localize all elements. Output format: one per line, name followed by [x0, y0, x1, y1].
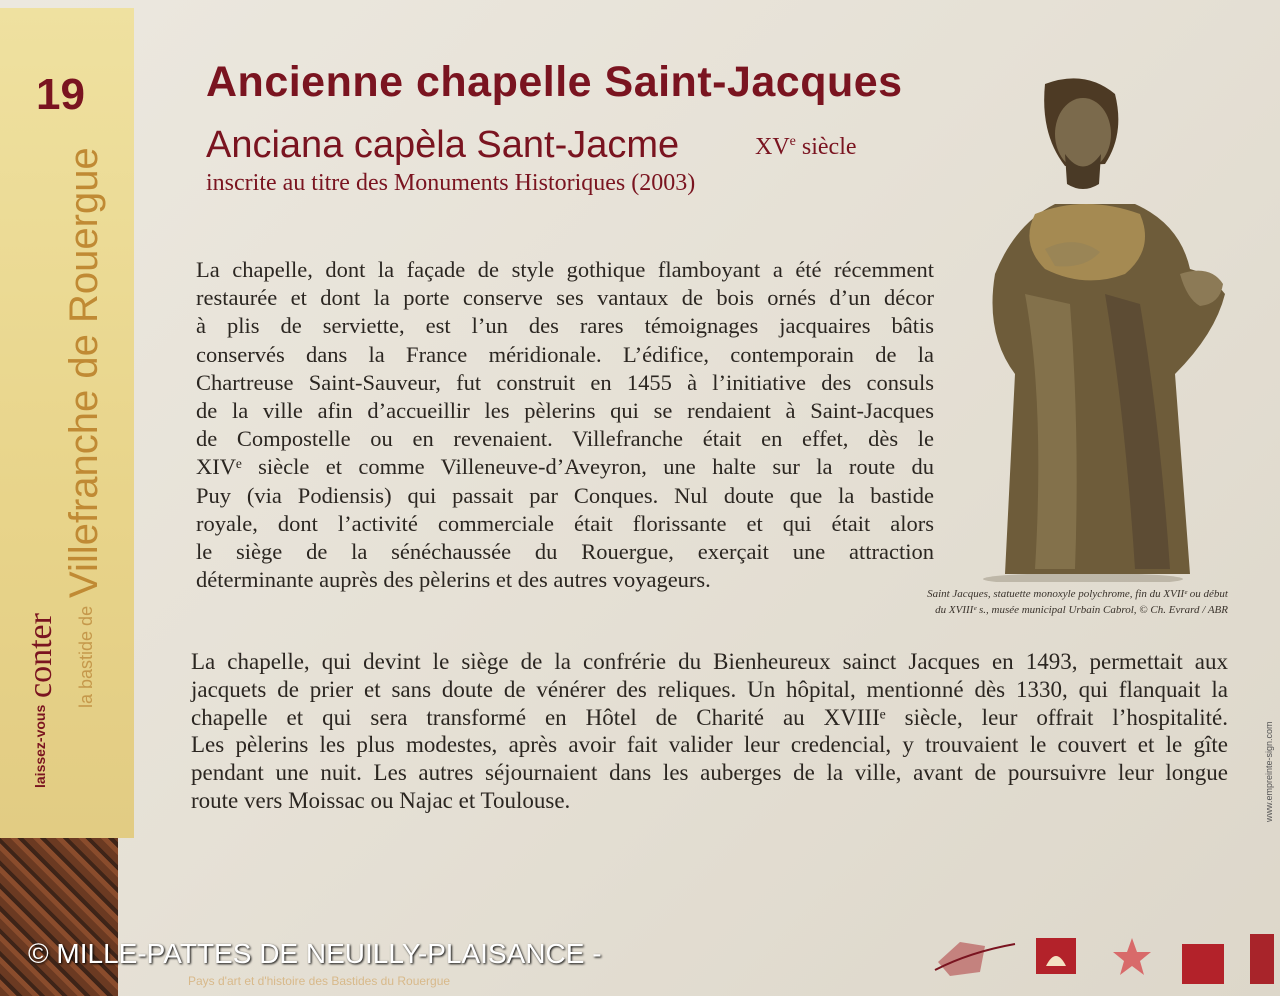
text-line: La chapelle, qui devint le siège de la confrérie du Bienheureux sainct Jacques en 1493, permettait aux [191, 649, 1228, 674]
paragraph-hospital [191, 648, 1228, 815]
text-line: conservés dans la France méridionale. L’édifice, contemporain de la [196, 341, 934, 367]
inscription-line: inscrite au titre des Monuments Historiques (2003) [206, 170, 696, 196]
text-line: Les pèlerins les plus modestes, après avoir fait valider leur credencial, y trouvaient le couvert et le gîte [191, 732, 1228, 758]
text-line: XIVᵉ siècle et comme Villeneuve-d’Aveyron, une halte sur la route du [196, 454, 934, 480]
text-line: Chartreuse Saint-Sauveur, fut construit en 1455 à l’initiative des consuls [196, 369, 934, 395]
occitan-subtitle: Anciana capèla Sant-Jacme [206, 124, 680, 166]
page-title: Ancienne chapelle Saint-Jacques [206, 58, 903, 106]
text-line: à plis de serviette, est l’un des rares témoignages jacquaires bâtis [196, 313, 934, 339]
footer-tagline: Pays d'art et d'histoire des Bastides du Rouergue [188, 974, 451, 988]
shell-logo [1032, 932, 1080, 988]
text-line: pendant une nuit. Les autres séjournaient dans les auberges de la ville, avant de poursuivre leur longue [191, 760, 1228, 786]
aerial-city-photo [0, 838, 118, 996]
sidebar-band [0, 8, 134, 838]
copyright-watermark: © MILLE-PATTES DE NEUILLY-PLAISANCE - [28, 938, 602, 969]
star-logo [1110, 932, 1154, 988]
stop-number: 19 [36, 70, 85, 119]
villes-art-histoire-logo [1180, 932, 1226, 988]
text-line: restaurée et dont la porte conserve ses vantaux de bois ornés d’un décor [196, 285, 934, 311]
villefranche-logo [930, 932, 1020, 988]
sidebar-bastide: la bastide de [76, 605, 96, 708]
statue-caption: Saint Jacques, statuette monoxyle polychrome, fin du XVIIᵉ ou début du XVIIIᵉ s., musée municipal Urbain Cabrol, © Ch. Evrard / ABR [927, 588, 1228, 616]
sidebar-town: Villefranche de Rouergue [62, 147, 106, 598]
text-line: jacquets de prier et sans doute de vénérer des reliques. Un hôpital, mentionné dès 1330, qui flanquait la [191, 676, 1228, 702]
text-line: royale, dont l’activité commerciale était florissante et qui était alors [196, 510, 934, 536]
text-line: chapelle et qui sera transformé en Hôtel de Charité au XVIIIᵉ siècle, leur offrait l’hospitalité. [191, 704, 1228, 730]
partner-logo [1248, 932, 1276, 988]
text-line: route vers Moissac ou Najac et Toulouse. [191, 787, 571, 813]
text-line: La chapelle, dont la façade de style gothique flamboyant a été récemment [196, 257, 934, 282]
text-line: Puy (via Podiensis) qui passait par Conques. Nul doute que la bastide [196, 482, 934, 508]
saint-jacques-statue [975, 74, 1235, 582]
century-label: XVe siècle [755, 134, 857, 160]
paragraph-history [196, 256, 934, 594]
text-line: déterminante auprès des pèlerins et des autres voyageurs. [196, 567, 711, 593]
sign-maker-url: www.empreinte-sign.com [1264, 721, 1274, 822]
text-line: le siège de la sénéchaussée du Rouergue, exerçait une attraction [196, 539, 934, 565]
text-line: de Compostelle ou en revenaient. Villefranche était en effet, dès le [196, 426, 934, 452]
sidebar-laissez: laissez-vous [32, 704, 48, 788]
sidebar-conter: conter [22, 613, 59, 698]
text-line: de la ville afin d’accueillir les pèlerins qui se rendaient à Saint-Jacques [196, 398, 934, 424]
